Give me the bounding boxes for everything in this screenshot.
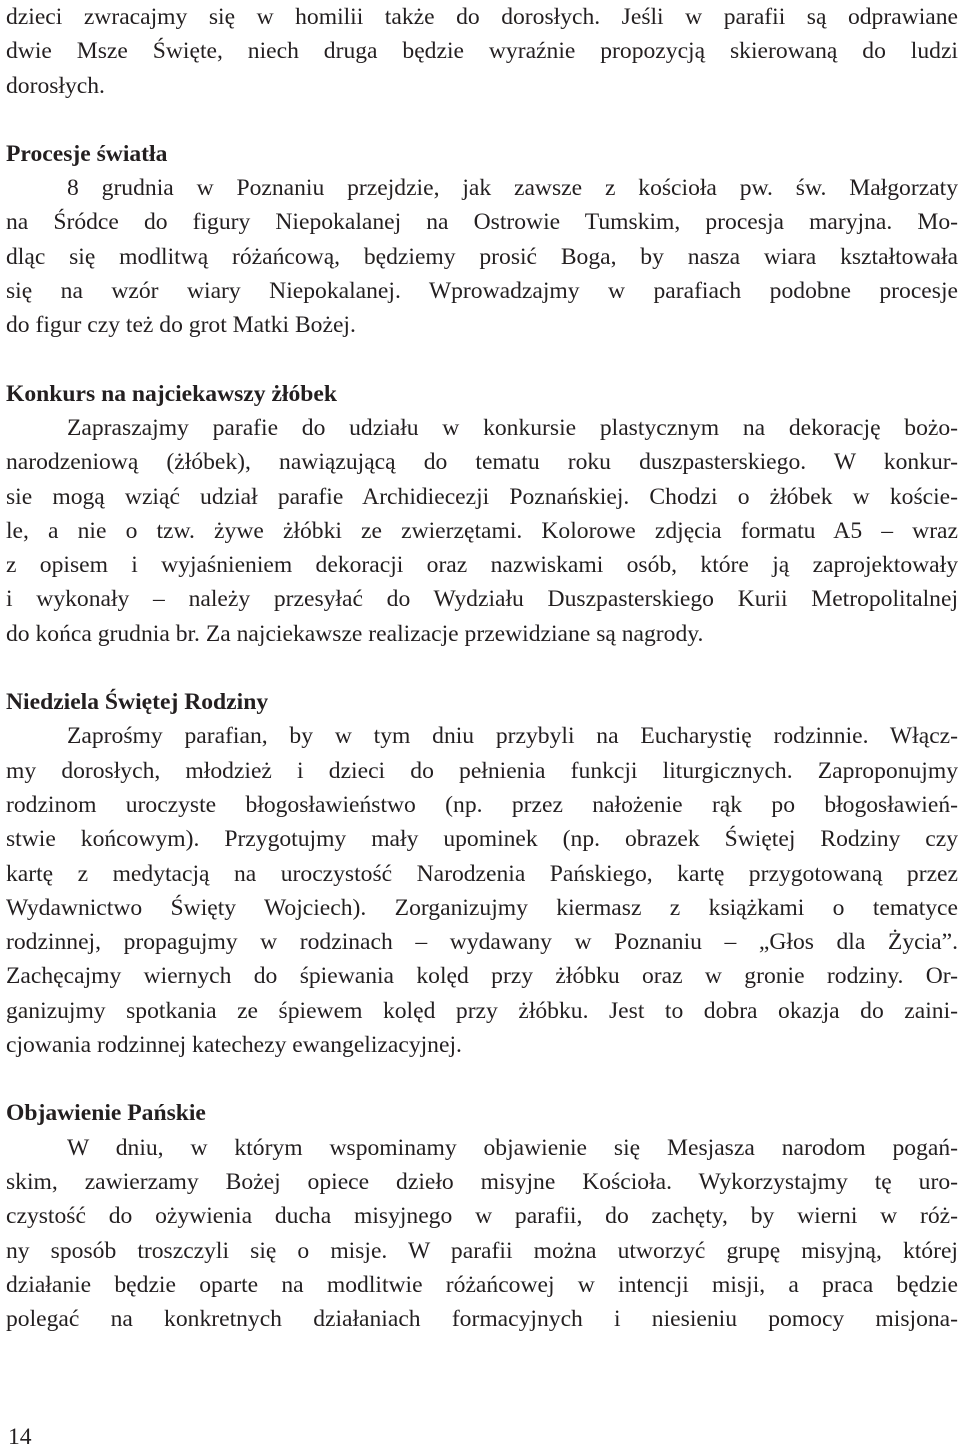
section-niedziela: [6, 685, 958, 1062]
page-number: 14: [8, 1424, 32, 1450]
text-line: rodzinnej, propagujmy w rodzinach – wydawany w Poznaniu – „Głos dla Życia”.: [6, 929, 958, 956]
section-gap: [6, 651, 958, 685]
section-gap: [6, 103, 958, 137]
text-line: sie mogą wziąć udział parafie Archidiecezji Poznańskiej. Chodzi o żłóbek w koście-: [6, 483, 958, 510]
text-line: stwie końcowym). Przygotujmy mały upominek (np. obrazek Świętej Rodziny czy: [6, 826, 958, 853]
text-line: narodzeniową (żłóbek), nawiązującą do tematu roku duszpasterskiego. W konkur-: [6, 449, 958, 476]
section-heading: Konkurs na najciekawszy żłóbek: [6, 380, 338, 407]
section-objawienie: [6, 1096, 958, 1336]
text-line: Zapraszajmy parafie do udziału w konkursie plastycznym na dekorację bożo-: [67, 414, 958, 441]
text-line: polegać na konkretnych działaniach formacyjnych i niesieniu pomocy misjona-: [6, 1306, 958, 1333]
text-line: 8 grudnia w Poznaniu przejdzie, jak zawsze z kościoła pw. św. Małgorzaty: [67, 175, 958, 202]
text-line: rodzinom uroczyste błogosławieństwo (np. przez nałożenie rąk po błogosławień-: [6, 791, 958, 818]
section-gap: [6, 343, 958, 377]
text-line: czystość do ożywienia ducha misyjnego w parafii, do zachęty, by wierni w róż-: [6, 1203, 958, 1230]
text-line: cjowania rodzinnej katechezy ewangelizacyjnej.: [6, 1032, 462, 1059]
text-line: Wydawnictwo Święty Wojciech). Zorganizujmy kiermasz z książkami o tematyce: [6, 894, 958, 921]
text-line: do figur czy też do grot Matki Bożej.: [6, 312, 356, 339]
text-line: Zachęcajmy wiernych do śpiewania kolęd przy żłóbku oraz w gronie rodziny. Or-: [6, 963, 958, 990]
text-line: dzieci zwracajmy się w homilii także do dorosłych. Jeśli w parafii są odprawiane: [6, 4, 958, 30]
text-line: dląc się modlitwą różańcową, będziemy prosić Boga, by nasza wiara kształtowała: [6, 243, 958, 270]
text-line: się na wzór wiary Niepokalanej. Wprowadzajmy w parafiach podobne procesje: [6, 278, 958, 305]
section-konkurs: [6, 377, 958, 651]
text-line: my dorosłych, młodzież i dzieci do pełnienia funkcji liturgicznych. Zaproponujmy: [6, 757, 958, 784]
text-line: na Śródce do figury Niepokalanej na Ostrowie Tumskim, procesja maryjna. Mo-: [6, 209, 958, 236]
section-procesje: [6, 137, 958, 343]
text-line: le, a nie o tzw. żywe żłóbki ze zwierzętami. Kolorowe zdjęcia formatu A5 – wraz: [6, 517, 958, 544]
text-line: kartę z medytacją na uroczystość Narodzenia Pańskiego, kartę przygotowaną przez: [6, 860, 958, 887]
text-line: ny sposób troszczyli się o misje. W parafii można utworzyć grupę misyjną, której: [6, 1237, 958, 1264]
section-heading: Niedziela Świętej Rodziny: [6, 689, 269, 716]
text-line: skim, zawierzamy Bożej opiece dzieło misyjne Kościoła. Wykorzystajmy tę uro-: [6, 1168, 958, 1195]
section-heading: Objawienie Pańskie: [6, 1100, 206, 1127]
intro-paragraph: [6, 0, 958, 103]
text-line: ganizujmy spotkania ze śpiewem kolęd przy żłóbku. Jest to dobra okazja do zaini-: [6, 997, 958, 1024]
section-gap: [6, 1062, 958, 1096]
text-line: z opisem i wyjaśnieniem dekoracji oraz nazwiskami osób, które ją zaprojektowały: [6, 552, 958, 579]
text-line: do końca grudnia br. Za najciekawsze realizacje przewidziane są nagrody.: [6, 620, 704, 647]
text-line: dorosłych.: [6, 72, 105, 99]
text-line: W dniu, w którym wspominamy objawienie się Mesjasza narodom pogań-: [67, 1134, 958, 1161]
text-line: działanie będzie oparte na modlitwie różańcowej w intencji misji, a praca będzie: [6, 1271, 958, 1298]
section-heading: Procesje światła: [6, 140, 168, 167]
text-line: dwie Msze Święte, niech druga będzie wyraźnie propozycją skierowaną do ludzi: [6, 38, 958, 65]
page-body: [6, 0, 958, 1336]
text-line: i wykonały – należy przesyłać do Wydziału Duszpasterskiego Kurii Metropolitalnej: [6, 586, 958, 613]
text-line: Zaprośmy parafian, by w tym dniu przybyli na Eucharystię rodzinnie. Włącz-: [67, 723, 958, 750]
